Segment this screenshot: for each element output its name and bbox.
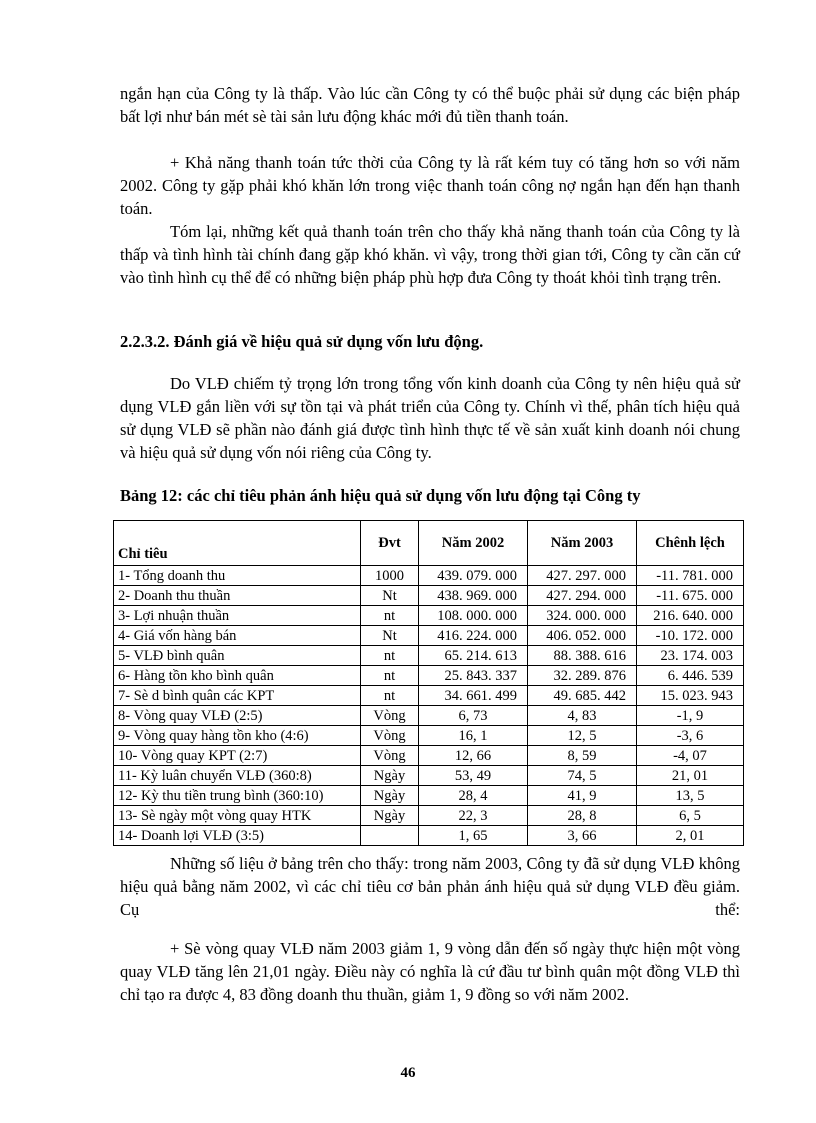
paragraph-working-capital-intro: Do VLĐ chiếm tỷ trọng lớn trong tổng vốn kinh doanh của Công ty nên hiệu quả sử dụng VLĐ gắn liền với sự tồn tại và phát triển của Công ty. Chính vì thế, phân tích hiệu quả sử dụng VLĐ sẽ phần nào đánh giá được tình hình thực tế về sản xuất kinh doanh nói chung và hiệu quả sử dụng vốn nói riêng của Công ty.	[120, 374, 740, 462]
unit-cell: Vòng	[361, 746, 419, 766]
difference-cell: 15. 023. 943	[637, 686, 744, 706]
difference-cell: 6. 446. 539	[637, 666, 744, 686]
value-2003-cell: 49. 685. 442	[528, 686, 637, 706]
page-number: 46	[400, 1065, 416, 1081]
value-2003-cell: 324. 000. 000	[528, 606, 637, 626]
indicator-cell: 9- Vòng quay hàng tồn kho (4:6)	[114, 726, 361, 746]
indicator-cell: 13- Sè ngày một vòng quay HTK	[114, 806, 361, 826]
difference-cell: 21, 01	[637, 766, 744, 786]
unit-cell: 1000	[361, 566, 419, 586]
value-2002-cell: 6, 73	[419, 706, 528, 726]
value-2002-cell: 1, 65	[419, 826, 528, 846]
unit-cell: Ngày	[361, 786, 419, 806]
paragraph-summary: Tóm lại, những kết quả thanh toán trên cho thấy khả năng thanh toán của Công ty là thấp và tình hình tài chính đang gặp khó khăn. vì vậy, trong thời gian tới, Công ty cần căn cứ vào tình hình cụ thể để có những biện pháp phù hợp đưa Công ty thoát khỏi tình trạng trên.	[120, 222, 740, 287]
difference-cell: -3, 6	[637, 726, 744, 746]
table-row	[114, 826, 744, 846]
value-2002-cell: 25. 843. 337	[419, 666, 528, 686]
indicator-cell: 3- Lợi nhuận thuần	[114, 606, 361, 626]
table-row	[114, 646, 744, 666]
column-header-2002: Năm 2002	[419, 521, 528, 566]
table-row	[114, 586, 744, 606]
value-2003-cell: 8, 59	[528, 746, 637, 766]
table-row	[114, 566, 744, 586]
value-2003-cell: 427. 294. 000	[528, 586, 637, 606]
indicator-cell: 5- VLĐ bình quân	[114, 646, 361, 666]
value-2003-cell: 406. 052. 000	[528, 626, 637, 646]
table-row	[114, 686, 744, 706]
value-2002-cell: 53, 49	[419, 766, 528, 786]
difference-cell: -11. 675. 000	[637, 586, 744, 606]
paragraph-table-analysis: Những số liệu ở bảng trên cho thấy: trong năm 2003, Công ty đã sử dụng VLĐ không hiệu quả bằng năm 2002, vì các chỉ tiêu cơ bản phản ánh hiệu quả sử dụng VLĐ đều giảm. Cụ thể:	[120, 854, 740, 919]
value-2003-cell: 4, 83	[528, 706, 637, 726]
difference-cell: -1, 9	[637, 706, 744, 726]
indicator-cell: 1- Tổng doanh thu	[114, 566, 361, 586]
value-2002-cell: 416. 224. 000	[419, 626, 528, 646]
indicator-cell: 10- Vòng quay KPT (2:7)	[114, 746, 361, 766]
difference-cell: -10. 172. 000	[637, 626, 744, 646]
value-2003-cell: 427. 297. 000	[528, 566, 637, 586]
value-2003-cell: 74, 5	[528, 766, 637, 786]
unit-cell: nt	[361, 686, 419, 706]
value-2003-cell: 3, 66	[528, 826, 637, 846]
value-2003-cell: 32. 289. 876	[528, 666, 637, 686]
value-2003-cell: 41, 9	[528, 786, 637, 806]
indicator-cell: 14- Doanh lợi VLĐ (3:5)	[114, 826, 361, 846]
value-2002-cell: 34. 661. 499	[419, 686, 528, 706]
indicator-cell: 12- Kỳ thu tiền trung bình (360:10)	[114, 786, 361, 806]
unit-cell: nt	[361, 666, 419, 686]
difference-cell: -4, 07	[637, 746, 744, 766]
value-2002-cell: 16, 1	[419, 726, 528, 746]
value-2002-cell: 439. 079. 000	[419, 566, 528, 586]
difference-cell: 216. 640. 000	[637, 606, 744, 626]
indicator-cell: 2- Doanh thu thuần	[114, 586, 361, 606]
table-row	[114, 706, 744, 726]
table-row	[114, 746, 744, 766]
value-2002-cell: 438. 969. 000	[419, 586, 528, 606]
indicator-cell: 6- Hàng tồn kho bình quân	[114, 666, 361, 686]
value-2003-cell: 12, 5	[528, 726, 637, 746]
column-header-difference: Chênh lệch	[637, 521, 744, 566]
value-2003-cell: 28, 8	[528, 806, 637, 826]
unit-cell: Ngày	[361, 806, 419, 826]
unit-cell: Nt	[361, 626, 419, 646]
unit-cell: nt	[361, 646, 419, 666]
difference-cell: 23. 174. 003	[637, 646, 744, 666]
unit-cell: Vòng	[361, 726, 419, 746]
working-capital-table	[113, 520, 744, 846]
table-header-row	[114, 521, 744, 566]
section-heading: 2.2.3.2. Đánh giá về hiệu quả sử dụng vốn lưu động.	[120, 332, 484, 351]
column-header-indicator: Chỉ tiêu	[114, 521, 361, 566]
table-row	[114, 766, 744, 786]
paragraph-liquidity-continued: ngắn hạn của Công ty là thấp. Vào lúc cần Công ty có thể buộc phải sử dụng các biện pháp bất lợi như bán mét sè tài sản lưu động khác mới đủ tiền thanh toán.	[120, 84, 740, 126]
table-row	[114, 806, 744, 826]
table-row	[114, 786, 744, 806]
indicator-cell: 8- Vòng quay VLĐ (2:5)	[114, 706, 361, 726]
table-row	[114, 626, 744, 646]
value-2002-cell: 12, 66	[419, 746, 528, 766]
value-2002-cell: 28, 4	[419, 786, 528, 806]
value-2002-cell: 108. 000. 000	[419, 606, 528, 626]
column-header-2003: Năm 2003	[528, 521, 637, 566]
indicator-cell: 4- Giá vốn hàng bán	[114, 626, 361, 646]
value-2002-cell: 22, 3	[419, 806, 528, 826]
table-row	[114, 726, 744, 746]
unit-cell: Vòng	[361, 706, 419, 726]
value-2003-cell: 88. 388. 616	[528, 646, 637, 666]
unit-cell: Nt	[361, 586, 419, 606]
difference-cell: 6, 5	[637, 806, 744, 826]
unit-cell	[361, 826, 419, 846]
indicator-cell: 11- Kỳ luân chuyển VLĐ (360:8)	[114, 766, 361, 786]
paragraph-turnover-detail: + Sè vòng quay VLĐ năm 2003 giảm 1, 9 vòng dẫn đến số ngày thực hiện một vòng quay VLĐ tăng lên 21,01 ngày. Điều này có nghĩa là cứ đầu tư bình quân một đồng VLĐ thì chỉ tạo ra được 4, 83 đồng doanh thu thuần, giảm 1, 9 đồng so với năm 2002.	[120, 939, 740, 1004]
column-header-unit: Đvt	[361, 521, 419, 566]
value-2002-cell: 65. 214. 613	[419, 646, 528, 666]
unit-cell: nt	[361, 606, 419, 626]
table-row	[114, 606, 744, 626]
paragraph-immediate-liquidity: + Khả năng thanh toán tức thời của Công ty là rất kém tuy có tăng hơn so với năm 2002. Công ty gặp phải khó khăn lớn trong việc thanh toán công nợ ngắn hạn đến hạn thanh toán.	[120, 153, 740, 218]
difference-cell: 13, 5	[637, 786, 744, 806]
indicator-cell: 7- Sè d bình quân các KPT	[114, 686, 361, 706]
unit-cell: Ngày	[361, 766, 419, 786]
difference-cell: 2, 01	[637, 826, 744, 846]
table-row	[114, 666, 744, 686]
table-caption: Bảng 12: các chỉ tiêu phản ánh hiệu quả sử dụng vốn lưu động tại Công ty	[120, 486, 641, 505]
difference-cell: -11. 781. 000	[637, 566, 744, 586]
